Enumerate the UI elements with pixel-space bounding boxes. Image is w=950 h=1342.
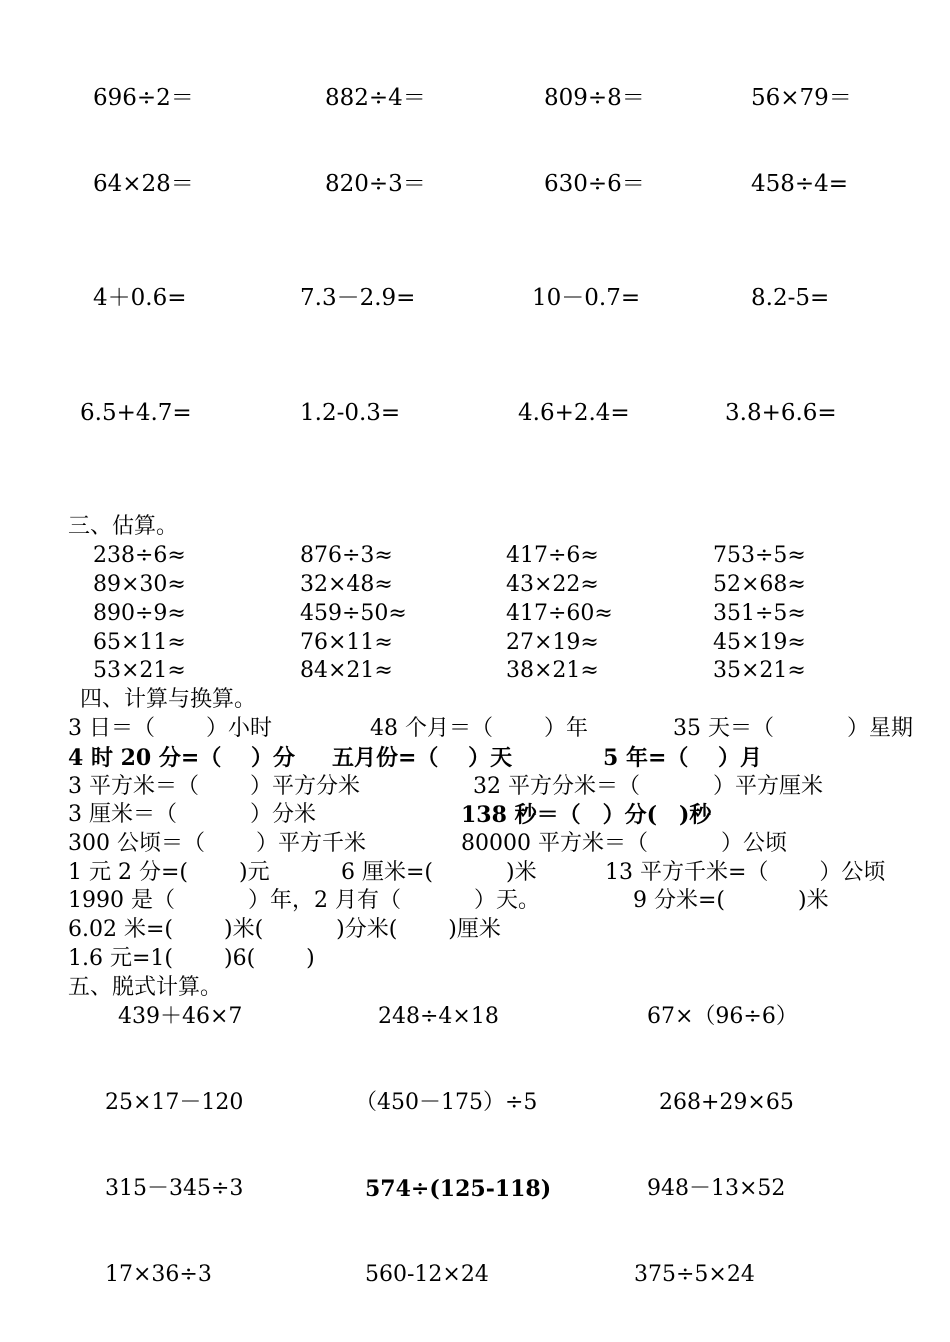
calc-item: 820÷3＝: [325, 171, 426, 197]
conversion-item: 4 时 20 分=（ ）分: [68, 745, 295, 771]
step-calc-item: 268+29×65: [659, 1090, 794, 1115]
conversion-item: 35 天＝（ ）星期: [673, 716, 913, 741]
calc-item: 1.2-0.3=: [300, 400, 401, 426]
estimate-item: 417÷6≈: [506, 543, 599, 568]
estimate-item: 238÷6≈: [93, 543, 186, 568]
estimate-item: 52×68≈: [713, 572, 806, 597]
calc-item: 696÷2＝: [93, 85, 194, 111]
conversion-item: 1.6 元=1( )6( ): [68, 946, 315, 971]
step-calc-item: 67×（96÷6）: [647, 1004, 798, 1029]
calc-item: 6.5+4.7=: [80, 400, 192, 426]
estimate-item: 876÷3≈: [300, 543, 393, 568]
section-title-step-calculation: 五、脱式计算。: [68, 975, 223, 1000]
conversion-item: 6.02 米=( )米( )分米( )厘米: [68, 917, 501, 942]
calc-item: 56×79＝: [751, 85, 852, 111]
conversion-item: 300 公顷＝（ ）平方千米: [68, 831, 366, 856]
section-title-conversion: 四、计算与换算。: [80, 687, 257, 712]
conversion-item: 3 厘米＝（ ）分米: [68, 802, 316, 827]
estimate-item: 53×21≈: [93, 658, 186, 683]
conversion-item: 138 秒＝（ ）分( )秒: [461, 802, 712, 828]
estimate-item: 76×11≈: [300, 630, 393, 655]
conversion-item: 3 日＝（ ）小时: [68, 716, 272, 741]
estimate-item: 32×48≈: [300, 572, 393, 597]
estimate-item: 27×19≈: [506, 630, 599, 655]
conversion-item: 9 分米=( )米: [633, 888, 829, 913]
calc-item: 8.2-5=: [751, 285, 830, 311]
conversion-item: 3 平方米＝（ ）平方分米: [68, 774, 360, 799]
calc-item: 458÷4=: [751, 171, 849, 197]
estimate-item: 38×21≈: [506, 658, 599, 683]
calc-item: 630÷6＝: [544, 171, 645, 197]
estimate-item: 84×21≈: [300, 658, 393, 683]
estimate-item: 43×22≈: [506, 572, 599, 597]
step-calc-item: 560-12×24: [365, 1262, 489, 1287]
calc-item: 10－0.7=: [532, 285, 641, 311]
calc-item: 882÷4＝: [325, 85, 426, 111]
step-calc-item: （450－175）÷5: [355, 1090, 538, 1115]
conversion-item: 五月份=（ ）天: [332, 745, 513, 771]
section-title-estimate: 三、估算。: [68, 514, 179, 539]
conversion-item: 13 平方千米=（ ）公顷: [605, 860, 886, 885]
step-calc-item: 25×17－120: [105, 1090, 244, 1115]
calc-item: 64×28＝: [93, 171, 194, 197]
calc-item: 3.8+6.6=: [725, 400, 837, 426]
calc-item: 4＋0.6=: [93, 285, 187, 311]
calc-item: 809÷8＝: [544, 85, 645, 111]
conversion-item: 6 厘米=( )米: [341, 860, 537, 885]
conversion-item: 5 年=（ ）月: [603, 745, 763, 771]
conversion-item: 80000 平方米＝（ ）公顷: [461, 831, 787, 856]
conversion-item: 1990 是（ ）年，2 月有（ ）天。: [68, 888, 540, 913]
calc-item: 7.3－2.9=: [300, 285, 416, 311]
estimate-item: 45×19≈: [713, 630, 806, 655]
estimate-item: 417÷60≈: [506, 601, 613, 626]
estimate-item: 351÷5≈: [713, 601, 806, 626]
step-calc-item: 375÷5×24: [634, 1262, 755, 1287]
estimate-item: 890÷9≈: [93, 601, 186, 626]
estimate-item: 65×11≈: [93, 630, 186, 655]
estimate-item: 459÷50≈: [300, 601, 407, 626]
step-calc-item: 315－345÷3: [105, 1176, 244, 1201]
step-calc-item: 574÷(125-118): [365, 1176, 552, 1202]
conversion-item: 1 元 2 分=( )元: [68, 860, 270, 885]
conversion-item: 32 平方分米＝（ ）平方厘米: [473, 774, 823, 799]
estimate-item: 89×30≈: [93, 572, 186, 597]
step-calc-item: 17×36÷3: [105, 1262, 212, 1287]
step-calc-item: 248÷4×18: [378, 1004, 499, 1029]
estimate-item: 753÷5≈: [713, 543, 806, 568]
conversion-item: 48 个月＝（ ）年: [370, 716, 588, 741]
estimate-item: 35×21≈: [713, 658, 806, 683]
step-calc-item: 948－13×52: [647, 1176, 786, 1201]
calc-item: 4.6+2.4=: [518, 400, 630, 426]
step-calc-item: 439＋46×7: [118, 1004, 243, 1029]
